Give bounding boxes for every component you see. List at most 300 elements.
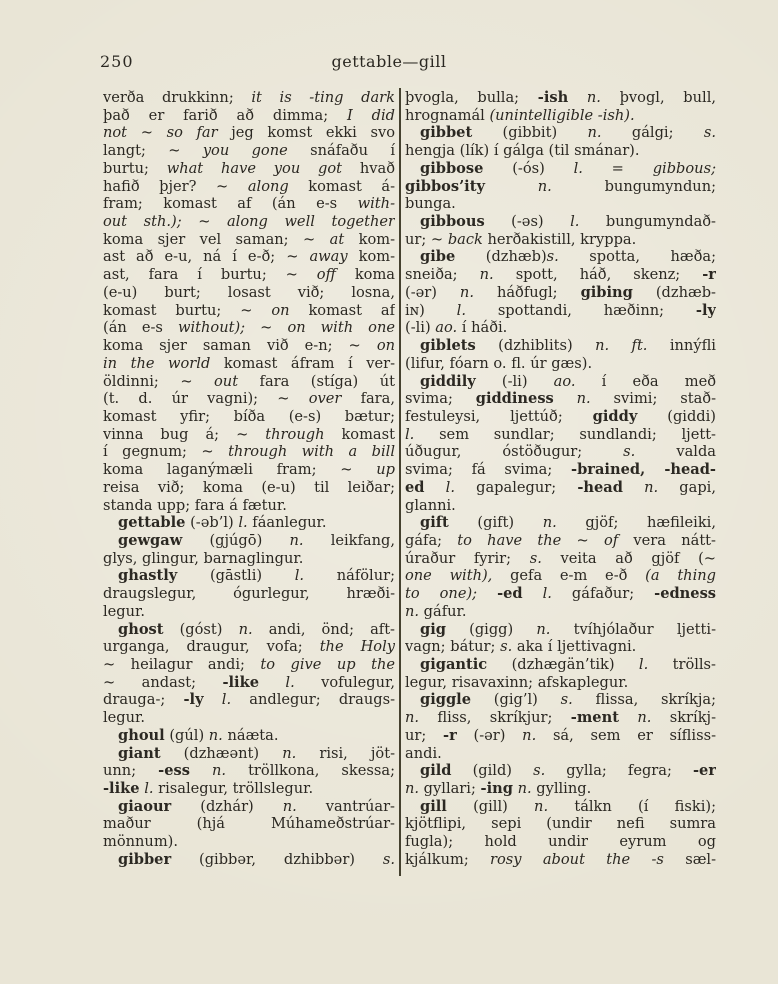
italic-text: at: [329, 230, 345, 248]
body-text: í háði.: [457, 319, 508, 337]
body-text: [523, 585, 543, 602]
dictionary-line: [103, 497, 395, 515]
body-text: (-əb’l): [185, 514, 239, 532]
dictionary-line: [405, 443, 716, 461]
italic-text: l.: [456, 301, 466, 319]
headword-text: gild: [420, 762, 452, 780]
dictionary-line: [405, 142, 716, 160]
italic-text: on: [271, 301, 290, 319]
dictionary-line: [405, 284, 716, 302]
italic-text: n.: [576, 390, 591, 408]
italic-text: up: [376, 461, 395, 479]
body-text: (-ər): [405, 283, 460, 301]
dictionary-line: [405, 585, 716, 603]
italic-text: n.: [238, 620, 253, 638]
italic-text: s.: [546, 248, 559, 266]
dictionary-line: [103, 656, 395, 674]
body-text: bungumyndað-: [579, 213, 716, 231]
italic-text: rosy about the -s: [490, 850, 664, 868]
body-text: (-əs): [484, 213, 571, 231]
dictionary-line: [103, 585, 395, 603]
body-text: kjötflipi, sepi (undir nefi sumra: [405, 815, 716, 833]
italic-text: n.: [211, 762, 227, 780]
dictionary-line: [103, 89, 395, 107]
dictionary-line: [103, 319, 395, 337]
dictionary-line: [405, 514, 716, 532]
body-text: glys, glingur, barnaglingur.: [103, 549, 304, 567]
dictionary-line: [103, 833, 395, 851]
body-text: gjöf; hæfileiki,: [556, 514, 716, 532]
italic-text: n.: [405, 602, 420, 620]
italic-text: on: [376, 337, 395, 355]
headword-text: ghoul: [118, 726, 165, 744]
italic-text: n.: [537, 177, 552, 195]
body-text: (góst): [163, 620, 239, 638]
body-text: [259, 674, 285, 691]
body-text: svima;: [405, 390, 476, 408]
body-text: sem sundlar; sundlandi; ljett-: [414, 425, 716, 443]
left-column: [103, 89, 395, 869]
body-text: gefa e-m e-ð: [492, 567, 646, 585]
body-text: bungumyndun;: [551, 177, 716, 195]
body-text: hrognamál: [405, 106, 490, 124]
headword-text: gettable: [118, 514, 186, 532]
body-text: (giddi): [637, 407, 716, 425]
dictionary-line: [103, 567, 395, 585]
italic-text: n.: [644, 478, 659, 496]
headword-text: -edness: [654, 585, 716, 603]
body-text: (gibbər, dzhibbər): [171, 850, 383, 868]
headword-text: gibbous: [420, 213, 485, 231]
headword-text: -er: [692, 762, 716, 780]
body-text: andi.: [405, 744, 442, 762]
body-text: koma: [335, 266, 395, 284]
body-text: ~: [181, 213, 227, 231]
body-text: komast á-: [288, 177, 395, 195]
headword-text: -ly: [695, 301, 716, 319]
headword-text: gibbos’ity: [405, 177, 485, 195]
italic-text: ao.: [435, 319, 458, 337]
body-text: komast burtu; ~: [103, 301, 272, 319]
body-text: sá, sem er sífliss-: [536, 726, 716, 744]
body-text: bunga.: [405, 195, 456, 213]
dictionary-line: [405, 851, 716, 869]
italic-text: l.: [542, 585, 552, 603]
dictionary-line: [405, 532, 716, 550]
body-text: náæta.: [222, 726, 279, 744]
body-text: (dzhæb-: [632, 283, 716, 301]
dictionary-line: [103, 479, 395, 497]
headword-text: giddiness: [475, 390, 554, 408]
body-text: gapi,: [658, 478, 716, 496]
headword-text: giddy: [592, 407, 638, 425]
headword-text: -like: [103, 780, 140, 798]
italic-text: s.: [529, 549, 542, 567]
body-text: iɴ): [405, 301, 457, 319]
body-text: [204, 691, 222, 708]
dictionary-line: [103, 780, 395, 798]
dictionary-line: [103, 248, 395, 266]
headword-text: -ly: [183, 691, 204, 709]
body-text: ~ andast;: [103, 673, 223, 691]
italic-text: l.: [573, 159, 583, 177]
italic-text: back: [447, 230, 483, 248]
italic-text: n.: [534, 797, 549, 815]
italic-text: ao.: [553, 372, 576, 390]
headword-text: giggle: [420, 691, 471, 709]
body-text: vagn; bátur;: [405, 638, 501, 656]
dictionary-line: [103, 213, 395, 231]
dictionary-line: [103, 390, 395, 408]
headword-text: -like: [222, 673, 259, 691]
italic-text: so far: [166, 124, 218, 142]
dictionary-line: [103, 124, 395, 142]
dictionary-line: [103, 142, 395, 160]
italic-text: with-: [357, 195, 395, 213]
dictionary-line: [405, 815, 716, 833]
dictionary-line: [405, 461, 716, 479]
italic-text: n.: [536, 620, 551, 638]
body-text: tálkn (í fiski);: [548, 797, 716, 815]
dictionary-line: [405, 178, 716, 196]
body-text: ast að e-u, ná í e-ð; ~: [103, 248, 310, 266]
dictionary-line: [103, 266, 395, 284]
body-text: (gjúgō): [182, 531, 290, 549]
dictionary-line: [405, 497, 716, 515]
italic-text: l.: [238, 514, 248, 532]
headword-text: ghost: [118, 620, 164, 638]
body-text: (lifur, fóarn o. fl. úr gæs).: [405, 354, 593, 372]
body-text: burtu;: [103, 159, 167, 177]
right-column: [405, 89, 716, 869]
headword-text: gibbet: [420, 124, 473, 142]
headword-text: giblets: [420, 337, 476, 355]
dictionary-line: [405, 727, 716, 745]
body-text: kjálkum;: [405, 850, 491, 868]
dictionary-line: [405, 355, 716, 373]
dictionary-line: [103, 691, 395, 709]
body-text: (-ər): [456, 726, 523, 744]
body-text: vinna bug á; ~: [103, 425, 266, 443]
headword-text: gig: [420, 620, 446, 638]
italic-text: n.: [586, 89, 601, 106]
dictionary-line: [405, 621, 716, 639]
headword-text: gigantic: [420, 656, 488, 673]
body-text: koma sjer vel saman; ~: [103, 230, 330, 248]
dictionary-line: [405, 248, 716, 266]
headword-text: gill: [420, 797, 447, 815]
body-text: gapalegur;: [454, 478, 578, 496]
body-text: (gild): [451, 762, 534, 780]
body-text: risi, jöt-: [296, 744, 395, 762]
italic-text: n.: [587, 124, 602, 142]
body-text: komast yfir; bíða (e-s) bætur;: [103, 407, 395, 425]
headword-text: -ed: [497, 585, 523, 603]
dictionary-line: [405, 479, 716, 497]
dictionary-line: [405, 319, 716, 337]
dictionary-line: [103, 851, 395, 869]
dictionary-line: [103, 426, 395, 444]
italic-text: I did: [347, 106, 395, 124]
italic-text: one with),: [405, 567, 493, 585]
body-text: ast, fara í burtu; ~: [103, 266, 317, 284]
dictionary-line: [103, 762, 395, 780]
dictionary-line: [405, 762, 716, 780]
italic-text: s.: [703, 124, 716, 142]
body-text: herðakistill, kryppa.: [482, 230, 637, 248]
body-text: ~ heilagur andi;: [103, 656, 261, 673]
italic-text: away: [309, 248, 348, 266]
body-text: leikfang,: [303, 531, 395, 549]
body-text: legur, risavaxinn; afskaplegur.: [405, 673, 629, 691]
body-text: komast áfram í ver-: [210, 354, 395, 372]
italic-text: out: [214, 372, 239, 390]
dictionary-line: [103, 815, 395, 833]
italic-text: s.: [382, 850, 395, 868]
body-text: veita að gjöf (~: [541, 549, 716, 567]
italic-text: the Holy: [319, 638, 395, 656]
dictionary-line: [103, 727, 395, 745]
headword-text: -ish: [537, 89, 569, 106]
dictionary-line: [405, 390, 716, 408]
dictionary-line: [103, 461, 395, 479]
body-text: náfölur;: [304, 567, 395, 585]
italic-text: n.: [479, 266, 494, 284]
italic-text: n.: [282, 797, 297, 815]
dictionary-line: [103, 408, 395, 426]
italic-text: n.: [405, 709, 420, 727]
body-text: snáfaðu í: [287, 142, 395, 160]
headword-text: giaour: [118, 797, 172, 815]
body-text: [477, 585, 497, 602]
body-text: [619, 709, 637, 726]
dictionary-line: [103, 195, 395, 213]
body-text: gálgi;: [601, 124, 704, 142]
italic-text: (a thing: [645, 567, 716, 585]
dictionary-line: [103, 745, 395, 763]
body-text: (gúl): [164, 726, 209, 744]
body-text: festuleysi, ljettúð;: [405, 407, 593, 425]
dictionary-line: [405, 426, 716, 444]
dictionary-line: [405, 337, 716, 355]
italic-text: l.: [285, 673, 295, 691]
dictionary-line: [103, 160, 395, 178]
body-text: fugla); hold undir eyrum og: [405, 833, 716, 851]
italic-text: to give up the: [260, 656, 395, 673]
body-text: vantrúar-: [296, 797, 395, 815]
headword-text: -ment: [570, 709, 619, 727]
body-text: unn;: [103, 762, 159, 780]
body-text: spott, háð, skenz;: [493, 266, 703, 284]
italic-text: n.: [208, 726, 223, 744]
italic-text: s.: [533, 762, 546, 780]
dictionary-line: [103, 373, 395, 391]
dictionary-line: [405, 780, 716, 798]
body-text: vofulegur,: [294, 673, 395, 691]
body-text: (-li): [475, 372, 554, 390]
headword-text: gift: [420, 514, 449, 532]
dictionary-line: [103, 674, 395, 692]
body-text: tröllkona, skessa;: [226, 762, 395, 780]
body-text: öldinni; ~: [103, 372, 215, 390]
body-text: (t. d. úr vagni); ~: [103, 390, 309, 408]
body-text: sneiða;: [405, 266, 480, 284]
italic-text: s.: [500, 638, 513, 656]
body-text: fara,: [341, 390, 395, 408]
body-text: (-li): [405, 319, 436, 337]
dictionary-line: [405, 745, 716, 763]
italic-text: n.: [282, 744, 297, 762]
body-text: reisa við; koma (e-u) til leiðar;: [103, 478, 395, 496]
body-text: þvogla, bulla;: [405, 89, 538, 106]
italic-text: l.: [294, 567, 305, 585]
italic-text: n.: [542, 514, 557, 532]
dictionary-line: [103, 514, 395, 532]
body-text: aka í ljettivagni.: [512, 638, 637, 656]
dictionary-line: [405, 195, 716, 213]
dictionary-line: [103, 709, 395, 727]
dictionary-line: [405, 213, 716, 231]
italic-text: l.: [638, 656, 649, 673]
dictionary-line: [405, 656, 716, 674]
body-text: =: [582, 159, 653, 177]
body-text: innýfli: [647, 337, 716, 355]
italic-text: l.: [405, 425, 415, 443]
headword-text: -head: [577, 478, 623, 496]
italic-text: l.: [221, 691, 232, 709]
dictionary-line: [405, 674, 716, 692]
body-text: (dzhægän’tik): [487, 656, 639, 673]
body-text: fram; komast af (án e-s: [103, 195, 358, 213]
body-text: spotta, hæða;: [558, 248, 716, 266]
italic-text: l.: [144, 780, 154, 798]
body-text: gyllari;: [419, 780, 481, 798]
body-text: úraður fyrir;: [405, 549, 530, 567]
body-text: sæl-: [663, 850, 716, 868]
dictionary-line: [405, 833, 716, 851]
italic-text: l.: [570, 213, 580, 231]
body-text: [623, 479, 644, 496]
dictionary-line: [103, 337, 395, 355]
italic-text: s.: [560, 691, 573, 709]
headword-text: gibber: [118, 850, 172, 868]
body-text: (gig’l): [471, 691, 561, 709]
italic-text: in the world: [103, 354, 211, 372]
body-text: (gāstli): [177, 567, 295, 585]
body-text: gylling.: [531, 780, 592, 798]
dictionary-line: [405, 89, 716, 107]
italic-text: (unintelligible -ish).: [489, 106, 635, 124]
body-text: ~: [245, 319, 288, 337]
body-text: valda: [635, 443, 716, 461]
italic-text: n.: [522, 726, 537, 744]
body-text: risalegur, tröllslegur.: [153, 780, 314, 798]
body-text: urganga, draugur, vofa;: [103, 638, 320, 656]
italic-text: without);: [177, 319, 246, 337]
headword-text: -r: [702, 266, 716, 284]
italic-text: l.: [445, 478, 455, 496]
body-text: fara (stíga) út: [238, 372, 395, 390]
body-text: koma laganýmæli fram; ~: [103, 461, 377, 479]
headword-text: ed: [405, 478, 425, 496]
body-text: úðugur, óstöðugur;: [405, 443, 624, 461]
italic-text: not: [103, 124, 128, 142]
dictionary-line: [103, 603, 395, 621]
body-text: hvað: [342, 159, 395, 177]
dictionary-line: [405, 302, 716, 320]
italic-text: to have the ~ of: [457, 531, 619, 549]
italic-text: s.: [623, 443, 636, 461]
body-text: fliss, skríkjur;: [419, 709, 571, 727]
body-text: (dzhæənt): [160, 744, 283, 762]
dictionary-line: [405, 798, 716, 816]
body-text: standa upp; fara á fætur.: [103, 496, 287, 514]
dictionary-line: [103, 798, 395, 816]
body-text: í eða með: [575, 372, 716, 390]
body-text: andi, önd; aft-: [252, 620, 395, 638]
dictionary-line: [405, 124, 716, 142]
italic-text: through with a bill: [228, 443, 395, 461]
dictionary-line: [405, 160, 716, 178]
body-text: draugslegur, ógurlegur, hræði-: [103, 585, 395, 603]
headword-text: -brained, -head-: [571, 461, 716, 479]
body-text: ~: [127, 124, 167, 142]
body-text: gylla; fegra;: [545, 762, 693, 780]
italic-text: along: [247, 177, 289, 195]
headword-text: giddily: [420, 372, 476, 390]
italic-text: over: [308, 390, 342, 408]
dictionary-line: [103, 621, 395, 639]
dictionary-line: [103, 107, 395, 125]
body-text: ur; ~: [405, 230, 448, 248]
body-text: gáfa;: [405, 531, 458, 549]
italic-text: n.: [517, 780, 532, 798]
dictionary-line: [103, 231, 395, 249]
italic-text: it is -ting dark: [251, 89, 395, 106]
body-text: maður (hjá Múhameðstrúar-: [103, 815, 395, 833]
dictionary-line: [405, 373, 716, 391]
column-divider-rule: [399, 88, 401, 876]
body-text: svima; fá svima;: [405, 461, 572, 479]
italic-text: gibbous;: [652, 159, 716, 177]
body-text: legur.: [103, 709, 146, 727]
body-text: mönnum).: [103, 833, 178, 851]
body-text: koma sjer saman við e-n; ~: [103, 337, 377, 355]
body-text: vera nátt-: [618, 531, 716, 549]
body-text: (gigg): [445, 620, 537, 638]
dictionary-line: [405, 567, 716, 585]
body-text: (-ós): [483, 159, 574, 177]
body-text: glanni.: [405, 496, 456, 514]
body-text: (gibbit): [472, 124, 588, 142]
dictionary-line: [103, 284, 395, 302]
body-text: hafið þjer? ~: [103, 177, 248, 195]
dictionary-line: [405, 107, 716, 125]
dictionary-line: [103, 302, 395, 320]
dictionary-line: [405, 408, 716, 426]
body-text: gáfaður;: [551, 585, 655, 603]
dictionary-line: [103, 550, 395, 568]
body-text: spottandi, hæðinn;: [465, 301, 696, 319]
body-text: [485, 178, 538, 195]
body-text: skríkj-: [651, 709, 716, 727]
dictionary-line: [405, 266, 716, 284]
body-text: kom-: [344, 230, 395, 248]
dictionary-line: [405, 603, 716, 621]
italic-text: n. ft.: [595, 337, 648, 355]
italic-text: off: [316, 266, 336, 284]
italic-text: n.: [637, 709, 652, 727]
